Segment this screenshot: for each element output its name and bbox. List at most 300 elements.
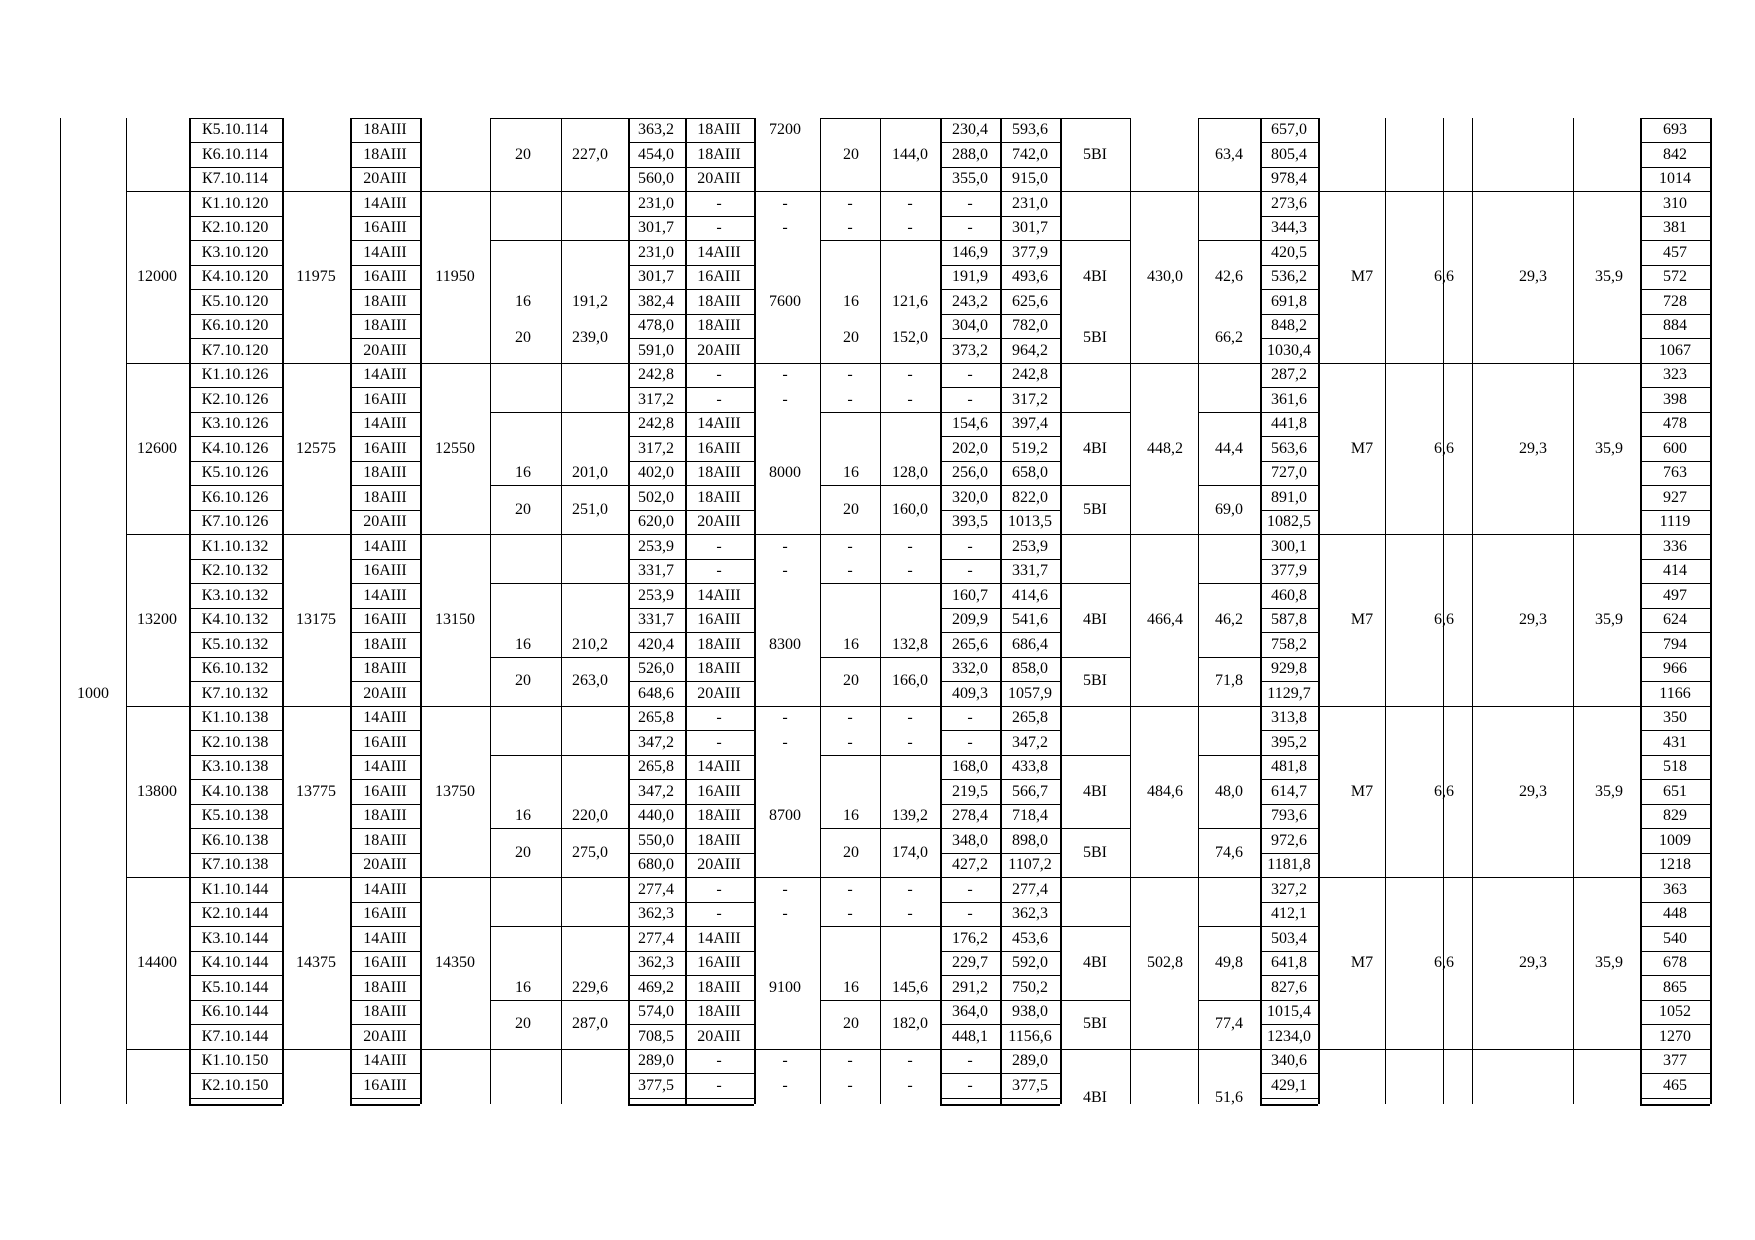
rebar-total: 242,8 bbox=[1012, 366, 1048, 383]
rebar-extra: 14АIII bbox=[697, 243, 741, 261]
subgroup-line bbox=[820, 412, 940, 413]
pile-mass: 398 bbox=[1663, 390, 1687, 408]
column-line bbox=[60, 118, 61, 1104]
subgroup-line bbox=[1198, 363, 1260, 364]
dash-cell: - bbox=[782, 905, 788, 922]
subgroup-line bbox=[490, 926, 628, 927]
rebar-extra: 20АIII bbox=[697, 684, 741, 702]
grade: М7 bbox=[1350, 439, 1374, 457]
rebar-mass-b: 364,0 bbox=[952, 1003, 988, 1020]
mark-code: К1.10.120 bbox=[201, 194, 269, 212]
rebar-total: 541,6 bbox=[1012, 611, 1048, 628]
rebar-mass-b: - bbox=[967, 366, 973, 383]
dash-cell: - bbox=[782, 194, 788, 212]
subgroup-line bbox=[490, 191, 628, 192]
rebar-total: 377,5 bbox=[1012, 1076, 1048, 1094]
pile-mass: 497 bbox=[1663, 586, 1687, 604]
total-steel: 1082,5 bbox=[1267, 513, 1311, 530]
total-steel: 563,6 bbox=[1271, 439, 1307, 457]
rebar-mass-a: 277,4 bbox=[638, 929, 674, 947]
rebar-extra: 20АIII bbox=[697, 513, 741, 530]
rebar-extra: - bbox=[716, 390, 722, 408]
row-line bbox=[940, 1104, 1060, 1106]
dash-cell: - bbox=[847, 709, 853, 726]
mark-code: К5.10.120 bbox=[201, 292, 269, 310]
rebar-total: 1156,6 bbox=[1008, 1027, 1052, 1045]
subgroup-line bbox=[490, 877, 628, 878]
subgroup-line bbox=[820, 240, 940, 241]
rebar-mass-b: 448,1 bbox=[952, 1027, 988, 1045]
value-1: 6,6 bbox=[1434, 782, 1454, 800]
grade: М7 bbox=[1350, 268, 1374, 285]
subgroup-line bbox=[1198, 755, 1260, 756]
mesh-mass: 77,4 bbox=[1215, 1015, 1243, 1033]
total-steel: 1181,8 bbox=[1267, 856, 1311, 873]
rebar-mass-b: 191,9 bbox=[952, 268, 988, 285]
spiral-a-mass: 229,6 bbox=[572, 978, 608, 996]
subgroup-line bbox=[490, 485, 628, 486]
rebar-total: 253,9 bbox=[1012, 537, 1048, 555]
rebar-main: 18АIII bbox=[363, 292, 407, 310]
rebar-total: 331,7 bbox=[1012, 562, 1048, 579]
mark-code: К3.10.120 bbox=[201, 243, 269, 261]
rebar-extra: 14АIII bbox=[697, 758, 741, 775]
spiral-a-mass: 227,0 bbox=[572, 145, 608, 163]
rebar-mass-b: 176,2 bbox=[952, 929, 988, 947]
subgroup-line bbox=[490, 534, 628, 535]
rebar-main: 16АIII bbox=[363, 905, 407, 922]
pile-mass: 540 bbox=[1663, 929, 1687, 947]
subgroup-line bbox=[1060, 1000, 1130, 1001]
rebar-mass-b: 160,7 bbox=[952, 586, 988, 604]
rebar-total: 686,4 bbox=[1012, 635, 1048, 653]
pile-mass: 478 bbox=[1663, 415, 1687, 432]
subgroup-line bbox=[1060, 191, 1130, 192]
rebar-mass-a: 242,8 bbox=[638, 366, 674, 383]
grade: М7 bbox=[1350, 782, 1374, 800]
column-line bbox=[1385, 118, 1386, 1104]
subgroup-line bbox=[1060, 412, 1130, 413]
rebar-mass-a: 347,2 bbox=[638, 782, 674, 800]
box-line bbox=[754, 118, 756, 1104]
mesh-type: 4ВI bbox=[1083, 268, 1107, 285]
total-steel: 727,0 bbox=[1271, 464, 1307, 481]
rebar-total: 414,6 bbox=[1012, 586, 1048, 604]
mesh-type: 5ВI bbox=[1083, 843, 1107, 861]
spiral-a-mass: 275,0 bbox=[572, 843, 608, 861]
total-steel: 313,8 bbox=[1271, 709, 1307, 726]
column-line bbox=[1573, 118, 1574, 1104]
rebar-mass-b: 304,0 bbox=[952, 317, 988, 334]
mark-code: К3.10.126 bbox=[201, 415, 269, 432]
rebar-mass-b: 219,5 bbox=[952, 782, 988, 800]
total-steel: 1129,7 bbox=[1267, 684, 1311, 702]
value-2: 29,3 bbox=[1519, 954, 1547, 971]
spiral-b-mass: 139,2 bbox=[892, 807, 928, 824]
total-steel: 536,2 bbox=[1271, 268, 1307, 285]
total-steel: 929,8 bbox=[1271, 660, 1307, 677]
mark-code: К1.10.126 bbox=[201, 366, 269, 383]
rebar-extra: - bbox=[716, 880, 722, 898]
rebar-mass-a: 382,4 bbox=[638, 292, 674, 310]
rebar-main: 16АIII bbox=[363, 562, 407, 579]
length-b: 13750 bbox=[435, 782, 475, 800]
rebar-total: 822,0 bbox=[1012, 488, 1048, 506]
rebar-extra: 20АIII bbox=[697, 170, 741, 187]
total-steel: 300,1 bbox=[1271, 537, 1307, 555]
grade: М7 bbox=[1350, 611, 1374, 628]
total-steel: 641,8 bbox=[1271, 954, 1307, 971]
rebar-mass-a: 231,0 bbox=[638, 243, 674, 261]
pile-mass: 1067 bbox=[1659, 341, 1691, 359]
rebar-main: 14АIII bbox=[363, 1052, 407, 1069]
mesh-mass: 71,8 bbox=[1215, 672, 1243, 690]
pile-mass: 518 bbox=[1663, 758, 1687, 775]
spiral-b-dia: 16 bbox=[843, 978, 859, 996]
rebar-main: 14АIII bbox=[363, 366, 407, 383]
rebar-main: 18АIII bbox=[363, 831, 407, 849]
total-steel: 377,9 bbox=[1271, 562, 1307, 579]
length-b: 11950 bbox=[435, 268, 475, 285]
rebar-mass-b: - bbox=[967, 1076, 973, 1094]
rebar-main: 20АIII bbox=[363, 684, 407, 702]
total-steel: 273,6 bbox=[1271, 194, 1307, 212]
pile-mass: 763 bbox=[1663, 464, 1687, 481]
rebar-mass-b: 288,0 bbox=[952, 145, 988, 163]
pile-mass: 1166 bbox=[1659, 684, 1691, 702]
row-line bbox=[1640, 1104, 1710, 1106]
rebar-extra: 18АIII bbox=[697, 317, 741, 334]
rebar-extra: - bbox=[716, 709, 722, 726]
rebar-mass-b: - bbox=[967, 709, 973, 726]
rebar-total: 301,7 bbox=[1012, 219, 1048, 236]
column-line bbox=[1472, 118, 1473, 1104]
rebar-mass-b: 168,0 bbox=[952, 758, 988, 775]
pile-mass: 350 bbox=[1663, 709, 1687, 726]
rebar-main: 14АIII bbox=[363, 758, 407, 775]
rebar-extra: 16АIII bbox=[697, 954, 741, 971]
spiral-b-dia: 16 bbox=[843, 807, 859, 824]
dash-cell: - bbox=[782, 733, 788, 751]
rebar-extra: 18АIII bbox=[697, 1003, 741, 1020]
subgroup-line bbox=[1060, 828, 1130, 829]
mark-code: К4.10.120 bbox=[201, 268, 269, 285]
total-steel: 848,2 bbox=[1271, 317, 1307, 334]
total-steel: 891,0 bbox=[1271, 488, 1307, 506]
rebar-extra: 14АIII bbox=[697, 929, 741, 947]
rebar-main: 14АIII bbox=[363, 586, 407, 604]
rebar-total: 1107,2 bbox=[1008, 856, 1052, 873]
pile-mass: 336 bbox=[1663, 537, 1687, 555]
rod-length: 7600 bbox=[769, 292, 801, 310]
mark-code: К5.10.132 bbox=[201, 635, 269, 653]
rebar-extra: 20АIII bbox=[697, 341, 741, 359]
subgroup-line bbox=[1060, 485, 1130, 486]
rebar-extra: 18АIII bbox=[697, 121, 741, 138]
rebar-mass-a: 560,0 bbox=[638, 170, 674, 187]
subgroup-line bbox=[820, 926, 940, 927]
mark-code: К6.10.132 bbox=[201, 660, 269, 677]
rebar-extra: - bbox=[716, 562, 722, 579]
dash-cell: - bbox=[847, 733, 853, 751]
rebar-extra: - bbox=[716, 219, 722, 236]
subgroup-line bbox=[490, 706, 628, 707]
pile-mass: 651 bbox=[1663, 782, 1687, 800]
value-1: 6,6 bbox=[1434, 268, 1454, 285]
rebar-mass-a: 708,5 bbox=[638, 1027, 674, 1045]
subgroup-line bbox=[490, 657, 628, 658]
rebar-mass-b: - bbox=[967, 733, 973, 751]
pile-mass: 865 bbox=[1663, 978, 1687, 996]
total-steel: 978,4 bbox=[1271, 170, 1307, 187]
mesh-mass: 66,2 bbox=[1215, 329, 1243, 347]
dash-cell: - bbox=[907, 366, 913, 383]
concrete-value: 430,0 bbox=[1147, 268, 1183, 285]
spiral-b-mass: 152,0 bbox=[892, 329, 928, 347]
pile-mass: 323 bbox=[1663, 366, 1687, 383]
rebar-mass-b: 230,4 bbox=[952, 121, 988, 138]
rebar-total: 592,0 bbox=[1012, 954, 1048, 971]
value-2: 29,3 bbox=[1519, 439, 1547, 457]
mark-code: К5.10.138 bbox=[201, 807, 269, 824]
rebar-mass-a: 402,0 bbox=[638, 464, 674, 481]
rebar-mass-b: 320,0 bbox=[952, 488, 988, 506]
spiral-b-dia: 20 bbox=[843, 145, 859, 163]
row-line bbox=[189, 1098, 284, 1099]
rebar-mass-b: 393,5 bbox=[952, 513, 988, 530]
total-steel: 429,1 bbox=[1271, 1076, 1307, 1094]
spiral-a-dia: 16 bbox=[515, 635, 531, 653]
rebar-main: 18АIII bbox=[363, 978, 407, 996]
pile-mass: 1119 bbox=[1659, 513, 1691, 530]
subgroup-line bbox=[490, 828, 628, 829]
rebar-mass-b: 373,2 bbox=[952, 341, 988, 359]
mark-code: К6.10.138 bbox=[201, 831, 269, 849]
rod-length: 9100 bbox=[769, 978, 801, 996]
total-steel: 793,6 bbox=[1271, 807, 1307, 824]
row-line bbox=[1640, 1098, 1712, 1099]
dash-cell: - bbox=[907, 219, 913, 236]
rebar-extra: 18АIII bbox=[697, 978, 741, 996]
rebar-mass-a: 231,0 bbox=[638, 194, 674, 212]
rebar-mass-b: 202,0 bbox=[952, 439, 988, 457]
total-steel: 1015,4 bbox=[1267, 1003, 1311, 1020]
mark-code: К1.10.138 bbox=[201, 709, 269, 726]
rebar-total: 915,0 bbox=[1012, 170, 1048, 187]
rebar-mass-b: 256,0 bbox=[952, 464, 988, 481]
subgroup-line bbox=[1060, 583, 1130, 584]
mark-code: К6.10.126 bbox=[201, 488, 269, 506]
concrete-value: 484,6 bbox=[1147, 782, 1183, 800]
rebar-total: 625,6 bbox=[1012, 292, 1048, 310]
total-steel: 503,4 bbox=[1271, 929, 1307, 947]
rebar-mass-a: 591,0 bbox=[638, 341, 674, 359]
pile-mass: 600 bbox=[1663, 439, 1687, 457]
rebar-extra: - bbox=[716, 905, 722, 922]
rebar-main: 16АIII bbox=[363, 733, 407, 751]
value-3: 35,9 bbox=[1595, 782, 1623, 800]
row-line bbox=[1260, 1104, 1318, 1106]
subgroup-line bbox=[1198, 240, 1260, 241]
rebar-main: 16АIII bbox=[363, 439, 407, 457]
rebar-total: 277,4 bbox=[1012, 880, 1048, 898]
row-line bbox=[350, 1104, 420, 1106]
mark-code: К7.10.138 bbox=[201, 856, 269, 873]
rebar-extra: 14АIII bbox=[697, 415, 741, 432]
subgroup-line bbox=[1198, 926, 1260, 927]
pile-mass: 794 bbox=[1663, 635, 1687, 653]
rebar-mass-b: - bbox=[967, 390, 973, 408]
rebar-main: 16АIII bbox=[363, 611, 407, 628]
value-1: 6,6 bbox=[1434, 611, 1454, 628]
rebar-mass-b: 209,9 bbox=[952, 611, 988, 628]
pile-mass: 842 bbox=[1663, 145, 1687, 163]
subgroup-line bbox=[1198, 412, 1260, 413]
spiral-b-mass: 174,0 bbox=[892, 843, 928, 861]
rebar-main: 18АIII bbox=[363, 660, 407, 677]
rebar-total: 433,8 bbox=[1012, 758, 1048, 775]
rebar-extra: 18АIII bbox=[697, 831, 741, 849]
rebar-main: 14АIII bbox=[363, 709, 407, 726]
rebar-mass-b: 427,2 bbox=[952, 856, 988, 873]
box-line bbox=[1060, 118, 1062, 1104]
rebar-main: 18АIII bbox=[363, 464, 407, 481]
spiral-b-dia: 20 bbox=[843, 1015, 859, 1033]
rebar-main: 18АIII bbox=[363, 1003, 407, 1020]
rebar-mass-a: 502,0 bbox=[638, 488, 674, 506]
mark-code: К2.10.150 bbox=[201, 1076, 269, 1094]
row-line bbox=[189, 1104, 282, 1106]
rebar-mass-a: 526,0 bbox=[638, 660, 674, 677]
rebar-mass-a: 253,9 bbox=[638, 537, 674, 555]
subgroup-line bbox=[490, 755, 628, 756]
rebar-extra: - bbox=[716, 537, 722, 555]
rebar-mass-b: 265,6 bbox=[952, 635, 988, 653]
rebar-total: 593,6 bbox=[1012, 121, 1048, 138]
mesh-mass: 63,4 bbox=[1215, 145, 1243, 163]
mark-code: К2.10.120 bbox=[201, 219, 269, 236]
subgroup-line bbox=[820, 583, 940, 584]
rebar-main: 16АIII bbox=[363, 390, 407, 408]
subgroup-line bbox=[1198, 828, 1260, 829]
dash-cell: - bbox=[907, 709, 913, 726]
rebar-mass-b: - bbox=[967, 880, 973, 898]
dash-cell: - bbox=[847, 880, 853, 898]
rebar-main: 20АIII bbox=[363, 856, 407, 873]
pile-mass: 1218 bbox=[1659, 856, 1691, 873]
pile-mass: 457 bbox=[1663, 243, 1687, 261]
dash-cell: - bbox=[847, 1052, 853, 1069]
value-2: 29,3 bbox=[1519, 268, 1547, 285]
subgroup-line bbox=[490, 363, 628, 364]
rebar-mass-a: 454,0 bbox=[638, 145, 674, 163]
rebar-main: 14АIII bbox=[363, 880, 407, 898]
rebar-main: 16АIII bbox=[363, 782, 407, 800]
rebar-main: 14АIII bbox=[363, 194, 407, 212]
total-steel: 460,8 bbox=[1271, 586, 1307, 604]
rebar-total: 519,2 bbox=[1012, 439, 1048, 457]
rebar-mass-a: 277,4 bbox=[638, 880, 674, 898]
spiral-a-mass: 239,0 bbox=[572, 329, 608, 347]
mesh-type: 4ВI bbox=[1083, 439, 1107, 457]
rebar-mass-a: 469,2 bbox=[638, 978, 674, 996]
length-a: 13175 bbox=[296, 611, 336, 628]
rebar-extra: - bbox=[716, 366, 722, 383]
subgroup-line bbox=[1198, 1000, 1260, 1001]
total-steel: 361,6 bbox=[1271, 390, 1307, 408]
rebar-mass-b: 154,6 bbox=[952, 415, 988, 432]
pile-mass: 927 bbox=[1663, 488, 1687, 506]
mark-code: К3.10.144 bbox=[201, 929, 269, 947]
pile-mass: 465 bbox=[1663, 1076, 1687, 1094]
pile-mass: 1270 bbox=[1659, 1027, 1691, 1045]
column-line bbox=[880, 118, 881, 1104]
dash-cell: - bbox=[782, 390, 788, 408]
mesh-type: 4ВI bbox=[1083, 611, 1107, 628]
spiral-b-mass: 182,0 bbox=[892, 1015, 928, 1033]
total-steel: 614,7 bbox=[1271, 782, 1307, 800]
pile-length: 13800 bbox=[137, 782, 177, 800]
subgroup-line bbox=[1060, 118, 1130, 119]
rebar-extra: 14АIII bbox=[697, 586, 741, 604]
dash-cell: - bbox=[907, 562, 913, 579]
rebar-mass-a: 331,7 bbox=[638, 611, 674, 628]
spiral-b-mass: 160,0 bbox=[892, 500, 928, 518]
value-2: 29,3 bbox=[1519, 611, 1547, 628]
pile-mass: 884 bbox=[1663, 317, 1687, 334]
rebar-total: 566,7 bbox=[1012, 782, 1048, 800]
total-steel: 1234,0 bbox=[1267, 1027, 1311, 1045]
mesh-type: 5ВI bbox=[1083, 672, 1107, 690]
dash-cell: - bbox=[847, 219, 853, 236]
subgroup-line bbox=[1060, 240, 1130, 241]
mesh-mass: 42,6 bbox=[1215, 268, 1243, 285]
rebar-mass-b: 409,3 bbox=[952, 684, 988, 702]
rebar-extra: - bbox=[716, 194, 722, 212]
subgroup-line bbox=[1060, 534, 1130, 535]
subgroup-line bbox=[1060, 926, 1130, 927]
box-line bbox=[420, 118, 422, 1104]
rebar-extra: 16АIII bbox=[697, 782, 741, 800]
total-steel: 1030,4 bbox=[1267, 341, 1311, 359]
rebar-mass-a: 420,4 bbox=[638, 635, 674, 653]
rebar-total: 718,4 bbox=[1012, 807, 1048, 824]
rebar-mass-a: 440,0 bbox=[638, 807, 674, 824]
spiral-a-mass: 201,0 bbox=[572, 464, 608, 481]
rebar-main: 18АIII bbox=[363, 488, 407, 506]
value-1: 6,6 bbox=[1434, 954, 1454, 971]
dash-cell: - bbox=[782, 880, 788, 898]
grade: М7 bbox=[1350, 954, 1374, 971]
rebar-total: 750,2 bbox=[1012, 978, 1048, 996]
rebar-main: 18АIII bbox=[363, 145, 407, 163]
spiral-a-dia: 20 bbox=[515, 843, 531, 861]
pile-mass: 381 bbox=[1663, 219, 1687, 236]
spiral-a-dia: 16 bbox=[515, 464, 531, 481]
subgroup-line bbox=[1198, 1049, 1260, 1050]
rebar-total: 453,6 bbox=[1012, 929, 1048, 947]
rebar-main: 16АIII bbox=[363, 219, 407, 236]
total-steel: 481,8 bbox=[1271, 758, 1307, 775]
spiral-b-mass: 132,8 bbox=[892, 635, 928, 653]
rebar-mass-b: 243,2 bbox=[952, 292, 988, 310]
subgroup-line bbox=[1060, 657, 1130, 658]
rebar-main: 20АIII bbox=[363, 513, 407, 530]
dash-cell: - bbox=[847, 905, 853, 922]
spiral-b-mass: 145,6 bbox=[892, 978, 928, 996]
mark-code: К4.10.132 bbox=[201, 611, 269, 628]
rebar-mass-a: 362,3 bbox=[638, 954, 674, 971]
